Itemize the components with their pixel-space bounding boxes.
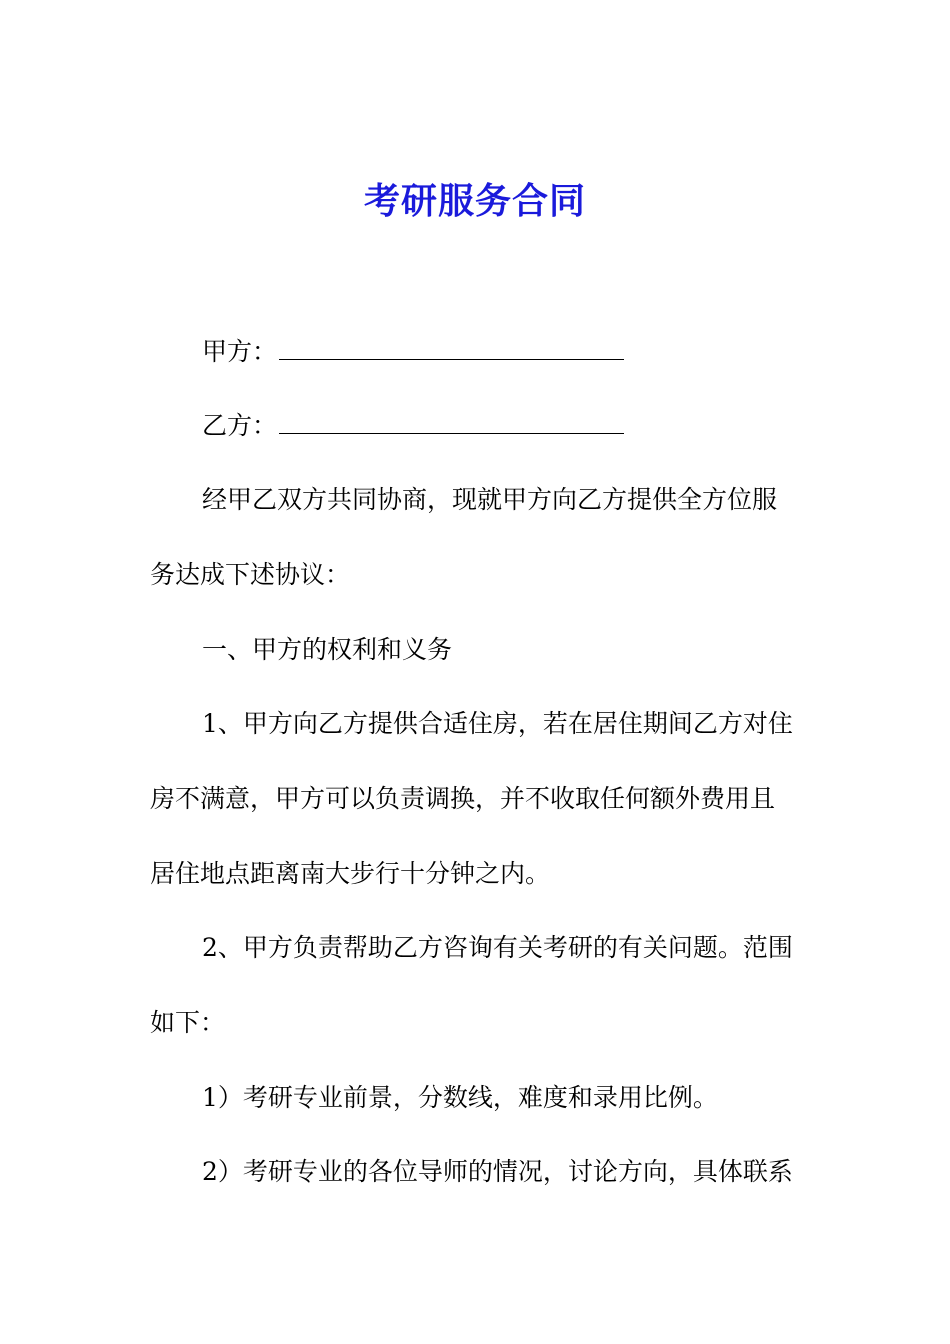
paragraph-line: 2、甲方负责帮助乙方咨询有关考研的有关问题。范围 <box>202 933 793 962</box>
party-b-label: 乙方： <box>202 411 278 440</box>
section-heading: 一、甲方的权利和义务 <box>202 635 453 664</box>
document-title: 考研服务合同 <box>363 181 586 222</box>
party-b-blank <box>279 411 624 434</box>
paragraph-line: 房不满意，甲方可以负责调换，并不收取任何额外费用且 <box>150 784 776 813</box>
party-a-line <box>202 334 624 370</box>
party-a-blank <box>279 337 624 360</box>
list-item: 1）考研专业前景，分数线，难度和录用比例。 <box>202 1083 718 1112</box>
party-b-line <box>202 408 624 444</box>
paragraph-line: 1、甲方向乙方提供合适住房，若在居住期间乙方对住 <box>202 709 793 738</box>
list-item: 2）考研专业的各位导师的情况，讨论方向，具体联系 <box>202 1157 793 1186</box>
paragraph-line: 务达成下述协议： <box>150 560 351 589</box>
paragraph-line: 居住地点距离南大步行十分钟之内。 <box>150 859 551 888</box>
paragraph-line: 如下： <box>150 1008 226 1037</box>
party-a-label: 甲方： <box>202 337 278 366</box>
paragraph-line: 经甲乙双方共同协商，现就甲方向乙方提供全方位服 <box>202 485 778 514</box>
